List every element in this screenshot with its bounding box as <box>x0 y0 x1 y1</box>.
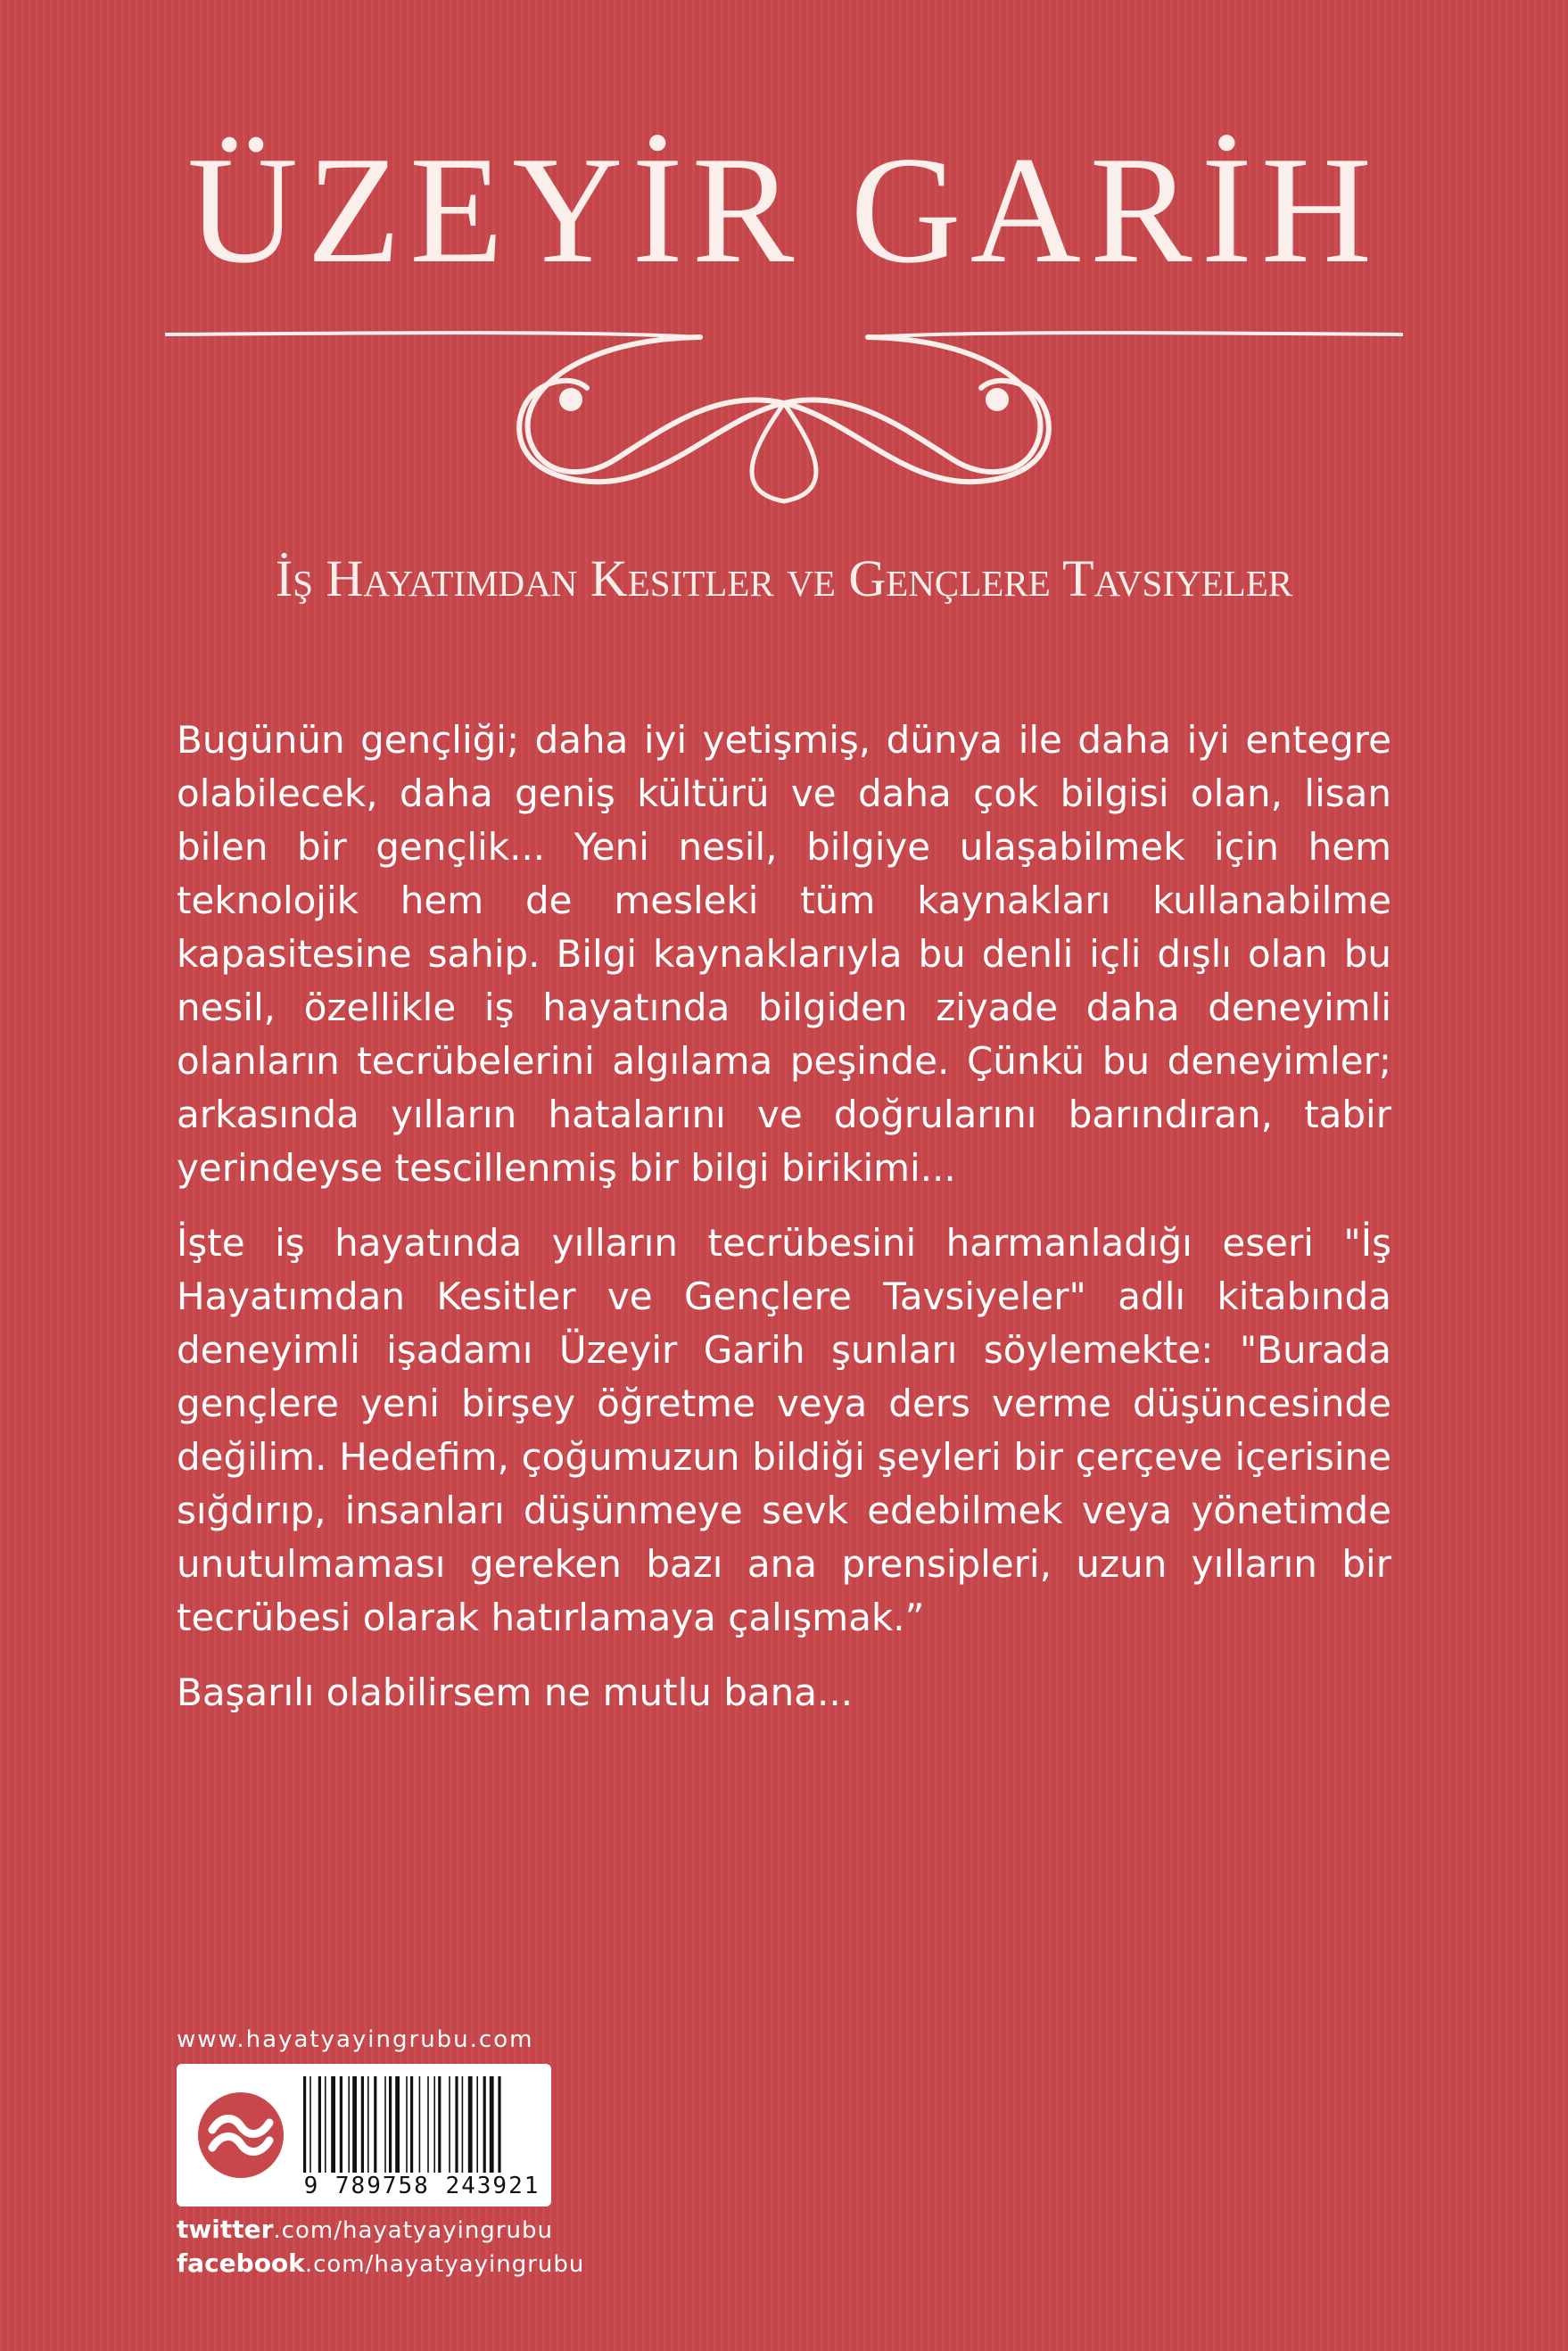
author-name: ÜZEYİR GARİH <box>186 126 1382 295</box>
flourish-ornament-icon <box>165 303 1403 504</box>
isbn-number: 9 789758 243921 <box>303 2173 541 2199</box>
facebook-logo-text: facebook <box>177 2248 305 2278</box>
book-subtitle: İş Hayatımdan Kesitler ve Gençlere Tavsiyeler <box>275 549 1293 607</box>
twitter-handle: .com/hayatyayingrubu <box>273 2217 553 2244</box>
twitter-link[interactable] <box>177 2215 553 2244</box>
blurb-paragraph-2: İşte iş hayatında yılların tecrübesini harmanladığı eseri "İş Hayatımdan Kesitler ve Gençlere Tavsiyeler" adlı kitabında deneyimli işadamı Üzeyir Garih şunları söylemekte: "Burada gençlere yeni birşey öğretme veya ders verme düşüncesinde değilim. Hedefim, çoğumuzun bildiği şeyleri bir çerçeve içerisine sığdırıp, insanları düşünmeye sevk edebilmek veya yönetimde unutulmaması gereken bazı ana prensipleri, uzun yılların bir tecrübesi olarak hatırlamaya çalışmak.” <box>177 1221 1391 1639</box>
barcode-icon <box>301 2076 542 2173</box>
publisher-website[interactable]: www.hayatyayingrubu.com <box>177 2026 534 2053</box>
publisher-logo-icon <box>196 2091 285 2180</box>
twitter-logo-text: twitter <box>177 2215 274 2244</box>
back-cover-blurb <box>177 714 1391 1741</box>
facebook-link[interactable] <box>177 2248 584 2278</box>
blurb-paragraph-3: Başarılı olabilirsem ne mutlu bana... <box>177 1670 854 1714</box>
facebook-handle: .com/hayatyayingrubu <box>304 2251 585 2278</box>
isbn-barcode-panel <box>177 2064 551 2207</box>
blurb-paragraph-1: Bugünün gençliği; daha iyi yetişmiş, dünya ile daha iyi entegre olabilecek, daha geniş kültürü ve daha çok bilgisi olan, lisan bilen bir gençlik... Yeni nesil, bilgiye ulaşabilmek için hem teknolojik hem de mesleki tüm kaynakları kullanabilme kapasitesine sahip. Bilgi kaynaklarıyla bu denli içli dışlı olan bu nesil, özellikle iş hayatında bilgiden ziyade daha deneyimli olanların tecrübelerini algılama peşinde. Çünkü bu deneyimler; arkasında yılların hatalarını ve doğrularını barındıran, tabir yerindeyse tescillenmiş bir bilgi birikimi... <box>177 718 1391 1190</box>
